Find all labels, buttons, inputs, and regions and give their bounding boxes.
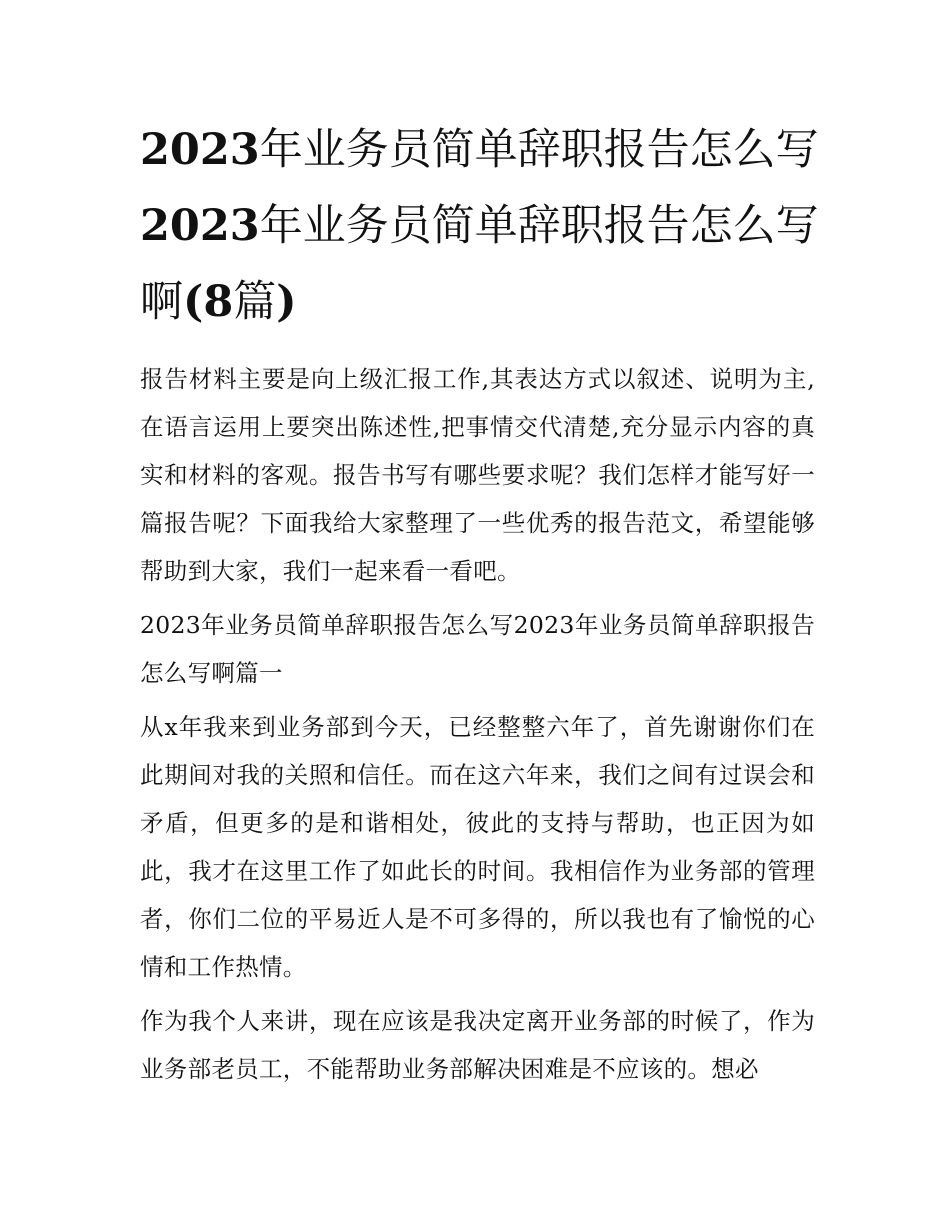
document-title: 2023年业务员简单辞职报告怎么写2023年业务员简单辞职报告怎么写啊(8篇) <box>140 125 819 327</box>
section-heading: 2023年业务员简单辞职报告怎么写2023年业务员简单辞职报告怎么写啊篇一 <box>140 611 815 687</box>
body-paragraph: 作为我个人来讲，现在应该是我决定离开业务部的时候了，作为业务部老员工，不能帮助业务部解决困难是不应该的。想必 <box>140 1007 815 1083</box>
body-paragraph: 从x年我来到业务部到今天，已经整整六年了，首先谢谢你们在此期间对我的关照和信任。而在这六年来，我们之间有过误会和矛盾，但更多的是和谐相处，彼此的支持与帮助，也正因为如此，我才在这里工作了如此长的时间。我相信作为业务部的管理者，你们二位的平易近人是不可多得的，所以我也有了愉悦的心情和工作热情。 <box>140 713 815 981</box>
document-body <box>140 355 815 1099</box>
intro-paragraph: 报告材料主要是向上级汇报工作,其表达方式以叙述、说明为主,在语言运用上要突出陈述性,把事情交代清楚,充分显示内容的真实和材料的客观。报告书写有哪些要求呢？我们怎样才能写好一篇报告呢？下面我给大家整理了一些优秀的报告范文，希望能够帮助到大家，我们一起来看一看吧。 <box>140 365 815 585</box>
